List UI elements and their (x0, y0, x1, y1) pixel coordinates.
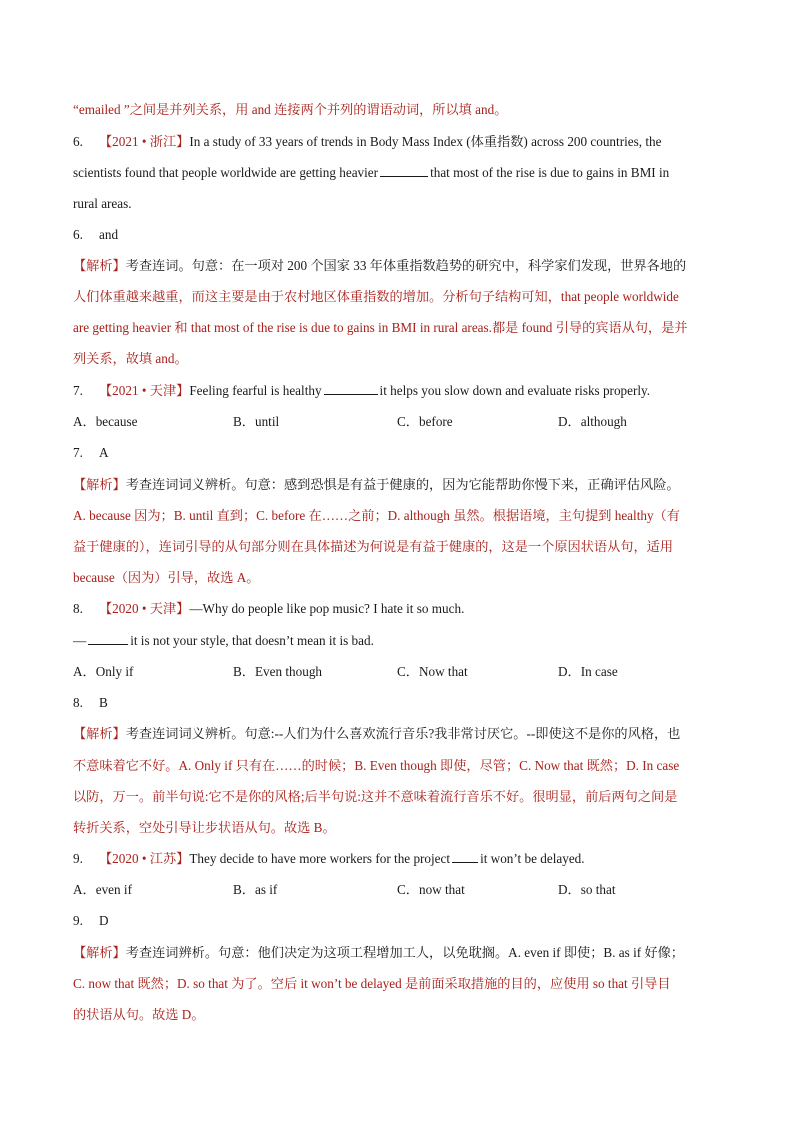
q7-analysis-tag: 【解析】 (73, 477, 126, 492)
q9-analysis-1 (73, 944, 723, 962)
q7-option-d: D．although (558, 414, 627, 429)
q7-analysis-3: 益于健康的），连词引导的从句部分则在具体描述为何说是有益于健康的，这是一个原因状语从句，适用 (73, 539, 674, 554)
q8-answer-number: 8. (73, 695, 83, 710)
q9-answer-line (73, 912, 723, 930)
q7-number: 7. (73, 383, 83, 398)
q8-analysis-tag: 【解析】 (73, 726, 126, 741)
q6-analysis-4: 列关系，故填 and。 (73, 351, 188, 366)
q7-analysis-2: A. because 因为；B. until 直到；C. before 在……之前；D. although 虽然。根据语境，主句提到 healthy（有 (73, 508, 680, 523)
q8-option-d: D．In case (558, 664, 618, 679)
q9-analysis-3: 的状语从句。故选 D。 (73, 1007, 205, 1022)
q9-source: 【2020 • 江苏】 (99, 851, 190, 866)
q8-analysis-3: 以防，万一。前半句说:它不是你的风格;后半句说:这并不意味着流行音乐不好。很明显，前后两句之间是 (73, 789, 678, 804)
q9-answer-number: 9. (73, 913, 83, 928)
q6-stem-1a: In a study of 33 years of trends in Body Mass Index (体重指数) across 200 countries, the (189, 134, 662, 149)
q9-option-b: B．as if (233, 882, 278, 897)
q9-analysis-2: C. now that 既然；D. so that 为了。空后 it won’t be delayed 是前面采取措施的目的，应使用 so that 引导目 (73, 976, 671, 991)
q9-option-c: C．now that (397, 882, 465, 897)
q7-blank (324, 382, 378, 395)
q7-answer: A (99, 445, 109, 460)
q9-stem-b: it won’t be delayed. (480, 851, 585, 866)
q7-option-a: A．because (73, 414, 138, 429)
q6-source: 【2021 • 浙江】 (99, 134, 190, 149)
q6-stem-line-2 (73, 164, 723, 182)
q8-stem-line-2 (73, 632, 723, 650)
q7-source: 【2021 • 天津】 (99, 383, 190, 398)
q9-option-d: D．so that (558, 882, 616, 897)
q8-blank (88, 632, 128, 645)
q8-analysis-1 (73, 725, 723, 743)
q6-stem-2b: that most of the rise is due to gains in BMI in (430, 165, 670, 180)
q6-answer-line (73, 226, 723, 244)
q8-answer: B (99, 695, 108, 710)
q8-stem-1: —Why do people like pop music? I hate it so much. (189, 601, 465, 616)
q8-analysis-1-text: 考查连词词义辨析。句意:--人们为什么喜欢流行音乐?我非常讨厌它。--即使这不是你的风格，也 (125, 726, 681, 741)
q8-stem-2b: it is not your style, that doesn’t mean it is bad. (130, 633, 374, 648)
q9-blank (452, 850, 478, 863)
q7-stem-b: it helps you slow down and evaluate risks properly. (379, 383, 651, 398)
q8-option-c: C．Now that (397, 664, 468, 679)
q6-answer: and (99, 227, 119, 242)
q6-stem-2a: scientists found that people worldwide are getting heavier (73, 165, 379, 180)
q7-analysis-1 (73, 476, 723, 494)
q6-analysis-tag: 【解析】 (73, 258, 126, 273)
q9-stem-a: They decide to have more workers for the project (189, 851, 451, 866)
q6-analysis-2: 人们体重越来越重，而这主要是由于农村地区体重指数的增加。分析句子结构可知，that people worldwide (73, 289, 679, 304)
q6-number: 6. (73, 134, 83, 149)
q6-blank (380, 164, 428, 177)
q7-analysis-1-text: 考查连词词义辨析。句意：感到恐惧是有益于健康的，因为它能帮助你慢下来，正确评估风险。 (125, 477, 680, 492)
q9-option-a: A．even if (73, 882, 132, 897)
q9-stem-line (73, 850, 723, 868)
q7-analysis-4: because（因为）引导，故选 A。 (73, 570, 260, 585)
q7-answer-number: 7. (73, 445, 83, 460)
q6-answer-number: 6. (73, 227, 83, 242)
q9-answer: D (99, 913, 109, 928)
q8-stem-line-1 (73, 600, 723, 618)
q9-number: 9. (73, 851, 83, 866)
q6-analysis-3: are getting heavier 和 that most of the rise is due to gains in BMI in rural areas.都是 found 引导的宾语从句，是并 (73, 320, 688, 335)
q7-stem-line (73, 382, 723, 400)
q8-option-a: A．Only if (73, 664, 134, 679)
q5-analysis-tail: “emailed ”之间是并列关系，用 and 连接两个并列的谓语动词，所以填 and。 (73, 102, 508, 117)
q6-stem-line-1 (73, 133, 723, 151)
q7-stem-a: Feeling fearful is healthy (189, 383, 322, 398)
q9-analysis-tag: 【解析】 (73, 945, 126, 960)
q6-analysis-1 (73, 257, 723, 275)
q8-source: 【2020 • 天津】 (99, 601, 190, 616)
q8-stem-2a: — (73, 633, 87, 648)
q7-option-c: C．before (397, 414, 453, 429)
q8-answer-line (73, 694, 723, 712)
q7-answer-line (73, 444, 723, 462)
q7-option-b: B．until (233, 414, 280, 429)
q9-analysis-1-text: 考查连词辨析。句意：他们决定为这项工程增加工人，以免耽搁。A. even if 即使；B. as if 好像； (125, 945, 684, 960)
q8-analysis-2: 不意味着它不好。A. Only if 只有在……的时候；B. Even though 即使，尽管；C. Now that 既然；D. In case (73, 758, 680, 773)
q8-option-b: B．Even though (233, 664, 323, 679)
q8-analysis-4: 转折关系，空处引导让步状语从句。故选 B。 (73, 820, 336, 835)
q6-analysis-1-text: 考查连词。句意：在一项对 200 个国家 33 年体重指数趋势的研究中，科学家们发现，世界各地的 (125, 258, 687, 273)
q6-stem-3: rural areas. (73, 196, 132, 211)
q8-number: 8. (73, 601, 83, 616)
